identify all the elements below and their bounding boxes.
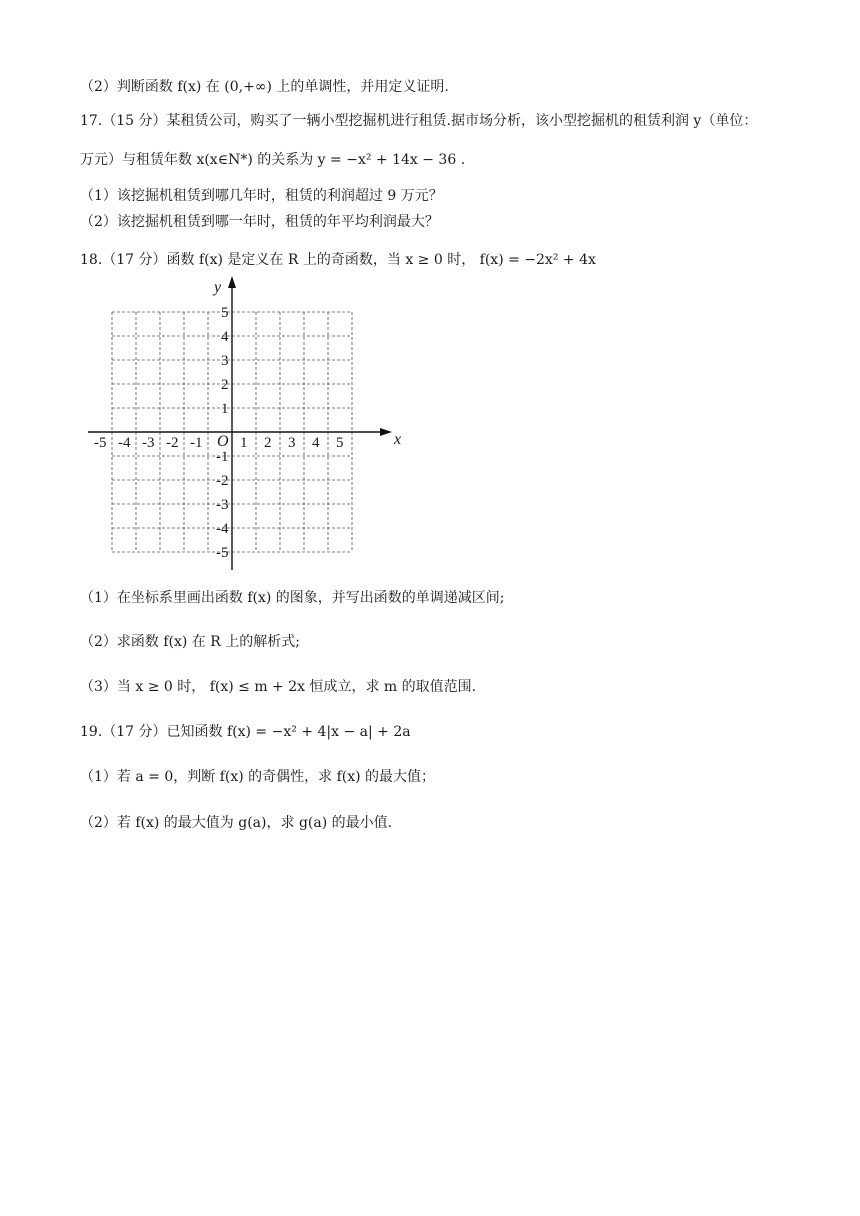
coordinate-grid [84,279,402,570]
x-tick-label: 4 [312,435,320,451]
question-18-part-1: （1）在坐标系里画出函数 f(x) 的图象，并写出函数的单调递减区间; [80,590,505,606]
y-tick-label: -5 [216,545,229,561]
x-tick-label: 2 [264,435,272,451]
origin-label: O [217,433,229,450]
y-tick-label: 1 [221,401,229,417]
x-tick-label: -3 [142,435,155,451]
y-tick-label: 2 [221,377,229,393]
y-tick-label: 4 [221,329,229,345]
x-tick-label: -5 [94,435,107,451]
x-tick-label: -1 [190,435,203,451]
y-tick-label: -1 [216,449,229,465]
x-tick-label: 5 [336,435,344,451]
question-19-part-2: （2）若 f(x) 的最大值为 g(a)，求 g(a) 的最小值. [80,815,393,831]
y-tick-label: 3 [221,353,229,369]
question-17-stem-line1: 17.（15 分）某租赁公司，购买了一辆小型挖掘机进行租赁.据市场分析，该小型挖掘机的租赁利润 y（单位： [80,113,758,129]
y-tick-label: -4 [216,521,229,537]
y-tick-label: 5 [221,305,229,321]
x-tick-label: 3 [288,435,296,451]
tick-labels [94,279,401,561]
question-16-part-2: （2）判断函数 f(x) 在 (0,+∞) 上的单调性，并用定义证明. [80,79,449,95]
question-18-stem: 18.（17 分）函数 f(x) 是定义在 R 上的奇函数，当 x ≥ 0 时， f(x) = −2x² + 4x [80,252,596,268]
y-axis-label: y [214,279,222,296]
question-18-part-3: （3）当 x ≥ 0 时， f(x) ≤ m + 2x 恒成立，求 m 的取值范围. [80,679,477,695]
x-tick-label: 1 [240,435,248,451]
y-axis-arrow [228,276,236,288]
question-18-part-2: （2）求函数 f(x) 在 R 上的解析式; [80,634,300,650]
axes [88,276,392,570]
question-17-part-2: （2）该挖掘机租赁到哪一年时，租赁的年平均利润最大？ [80,214,439,230]
question-17-stem-line2: 万元）与租赁年数 x(x∈N*) 的关系为 y = −x² + 14x − 36 . [80,152,466,168]
y-tick-label: -2 [216,473,229,489]
x-axis-arrow [380,428,392,436]
question-17-part-1: （1）该挖掘机租赁到哪几年时，租赁的利润超过 9 万元？ [80,188,443,204]
x-axis-label: x [394,431,402,448]
question-19-stem: 19.（17 分）已知函数 f(x) = −x² + 4|x − a| + 2a [80,724,411,740]
x-tick-label: -2 [166,435,179,451]
question-19-part-1: （1）若 a = 0，判断 f(x) 的奇偶性，求 f(x) 的最大值； [80,769,436,785]
y-tick-label: -3 [216,497,229,513]
x-tick-label: -4 [118,435,131,451]
